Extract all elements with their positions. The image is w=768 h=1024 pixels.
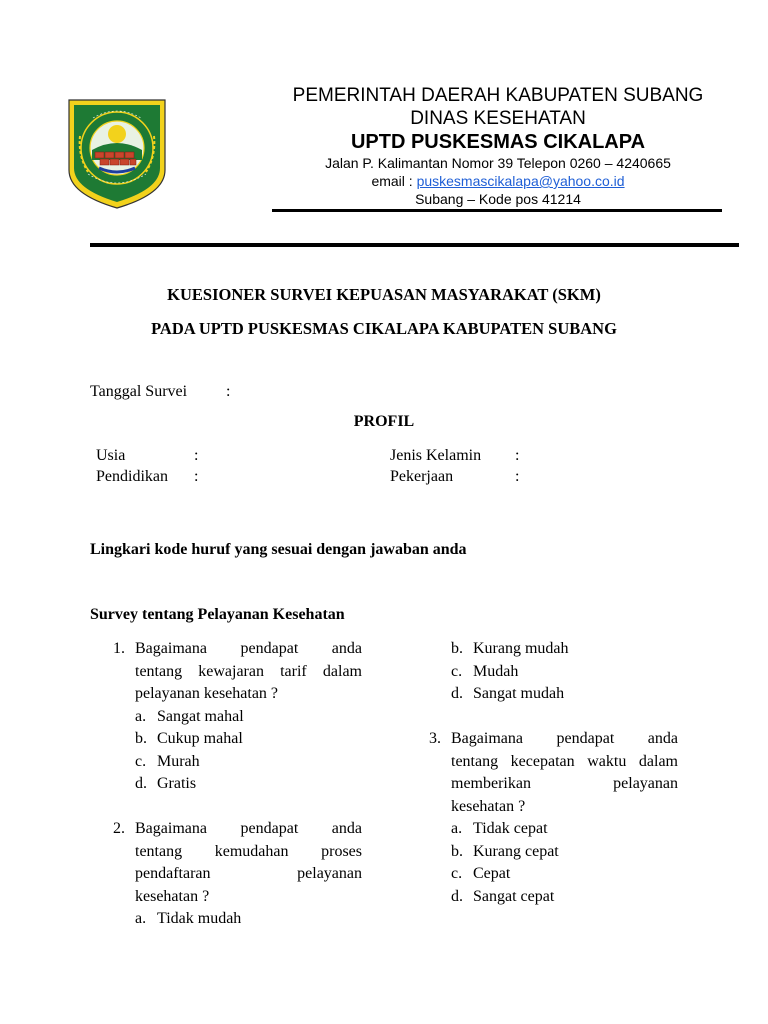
question-text: kesehatan ? [135,887,210,905]
answer-option[interactable]: d. Sangat cepat [451,887,555,905]
city-postal: Subang – Kode pos 41214 [415,191,581,207]
question-text: Bagaimana pendapat anda [451,730,678,747]
question-number: 3. [429,730,441,747]
question-text: pendaftaran pelayanan [135,865,362,882]
agency-name: DINAS KESEHATAN [410,108,586,129]
age-colon: : [194,447,199,464]
education-colon: : [194,468,199,485]
answer-option[interactable]: c. Murah [135,752,200,770]
question-2 [113,818,362,931]
profile-heading: PROFIL [353,413,415,430]
document-title: KUESIONER SURVEI KEPUASAN MASYARAKAT (SKM) [167,285,601,304]
answer-option[interactable]: a. Tidak cepat [451,820,548,837]
education-label: Pendidikan [96,468,168,485]
government-name: PEMERINTAH DAERAH KABUPATEN SUBANG [292,85,704,106]
answer-option[interactable]: b. Kurang mudah [451,640,569,657]
question-1 [113,638,362,796]
question-text: kesehatan ? [451,797,526,815]
question-text: Bagaimana pendapat anda [135,640,362,657]
occupation-label: Pekerjaan [390,468,454,485]
answer-option[interactable]: b. Cukup mahal [135,730,243,747]
gender-colon: : [515,447,520,464]
question-3 [429,728,678,908]
answer-option[interactable]: c. Mudah [451,662,519,680]
header-divider-thick [90,243,739,247]
answer-option[interactable]: b. Kurang cepat [451,842,559,860]
answer-option[interactable]: c. Cepat [451,865,511,882]
survey-date-label: Tanggal Survei [90,383,188,400]
question-text: Bagaimana pendapat anda [135,820,362,837]
document-subtitle: PADA UPTD PUSKESMAS CIKALAPA KABUPATEN SUBANG [151,319,617,338]
email-line [272,172,724,190]
question-text: tentang kewajaran tarif dalam [135,662,362,680]
subang-regency-logo [66,96,168,210]
question-text: pelayanan kesehatan ? [135,685,279,702]
question-number: 2. [113,820,125,837]
answer-option[interactable]: d. Sangat mudah [451,685,565,702]
header-divider-thin [272,209,722,212]
question-text: memberikan pelayanan [451,775,678,792]
letterhead [272,84,724,208]
question-number: 1. [113,640,125,657]
gender-label: Jenis Kelamin [390,447,482,464]
email-link[interactable]: puskesmascikalapa@yahoo.co.id [416,173,625,189]
age-label: Usia [96,447,126,464]
address: Jalan P. Kalimantan Nomor 39 Telepon 0260 – 4240665 [325,155,671,171]
instruction: Lingkari kode huruf yang sesuai dengan jawaban anda [90,541,467,558]
email-label: email : [371,173,417,189]
puskesmas-name: UPTD PUSKESMAS CIKALAPA [350,131,646,153]
question-text: tentang kemudahan proses [135,842,362,860]
occupation-colon: : [515,468,520,485]
question-text: tentang kecepatan waktu dalam [451,752,678,770]
answer-option[interactable]: a. Tidak mudah [135,910,242,927]
answer-option[interactable]: d. Gratis [135,775,197,792]
answer-option[interactable]: a. Sangat mahal [135,707,244,725]
section-title: Survey tentang Pelayanan Kesehatan [90,606,345,623]
question-2-continued [451,638,678,706]
survey-date-colon: : [226,383,231,400]
